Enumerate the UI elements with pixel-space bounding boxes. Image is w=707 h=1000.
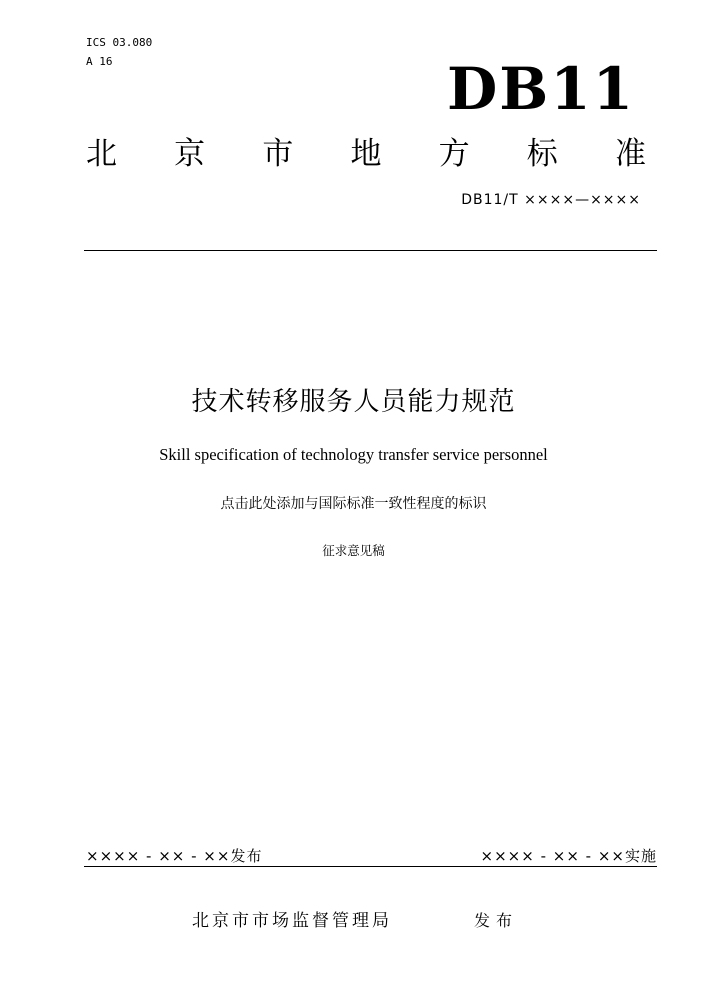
standard-type-char: 北 <box>86 136 117 172</box>
standard-number: DB11/T ××××—×××× <box>461 192 641 208</box>
consistency-note[interactable]: 点击此处添加与国际标准一致性程度的标识 <box>220 496 487 512</box>
standard-type-char: 方 <box>438 136 470 172</box>
standard-mark: DB11 <box>446 55 635 123</box>
header-divider <box>84 250 657 251</box>
ics-code: ICS 03.080 <box>86 36 153 49</box>
standard-type-char: 地 <box>350 136 382 172</box>
standard-type-title <box>86 134 646 174</box>
standard-type-char: 标 <box>526 136 558 172</box>
implementation-date: ×××× - ×× - ××实施 <box>480 847 657 865</box>
issue-word: 发布 <box>474 911 519 930</box>
issuing-body: 北京市市场监督管理局 <box>192 911 392 931</box>
standard-type-char: 准 <box>614 136 646 172</box>
issue-date: ×××× - ×× - ××发布 <box>86 847 263 865</box>
ccs-code: A 16 <box>86 55 113 68</box>
standard-type-char: 京 <box>174 136 206 172</box>
draft-status: 征求意见稿 <box>322 543 385 558</box>
standard-type-char: 市 <box>262 136 294 172</box>
document-title-chinese: 技术转移服务人员能力规范 <box>191 387 516 417</box>
document-title-english: Skill specification of technology transfer service personnel <box>159 445 548 464</box>
footer-divider <box>84 866 657 867</box>
